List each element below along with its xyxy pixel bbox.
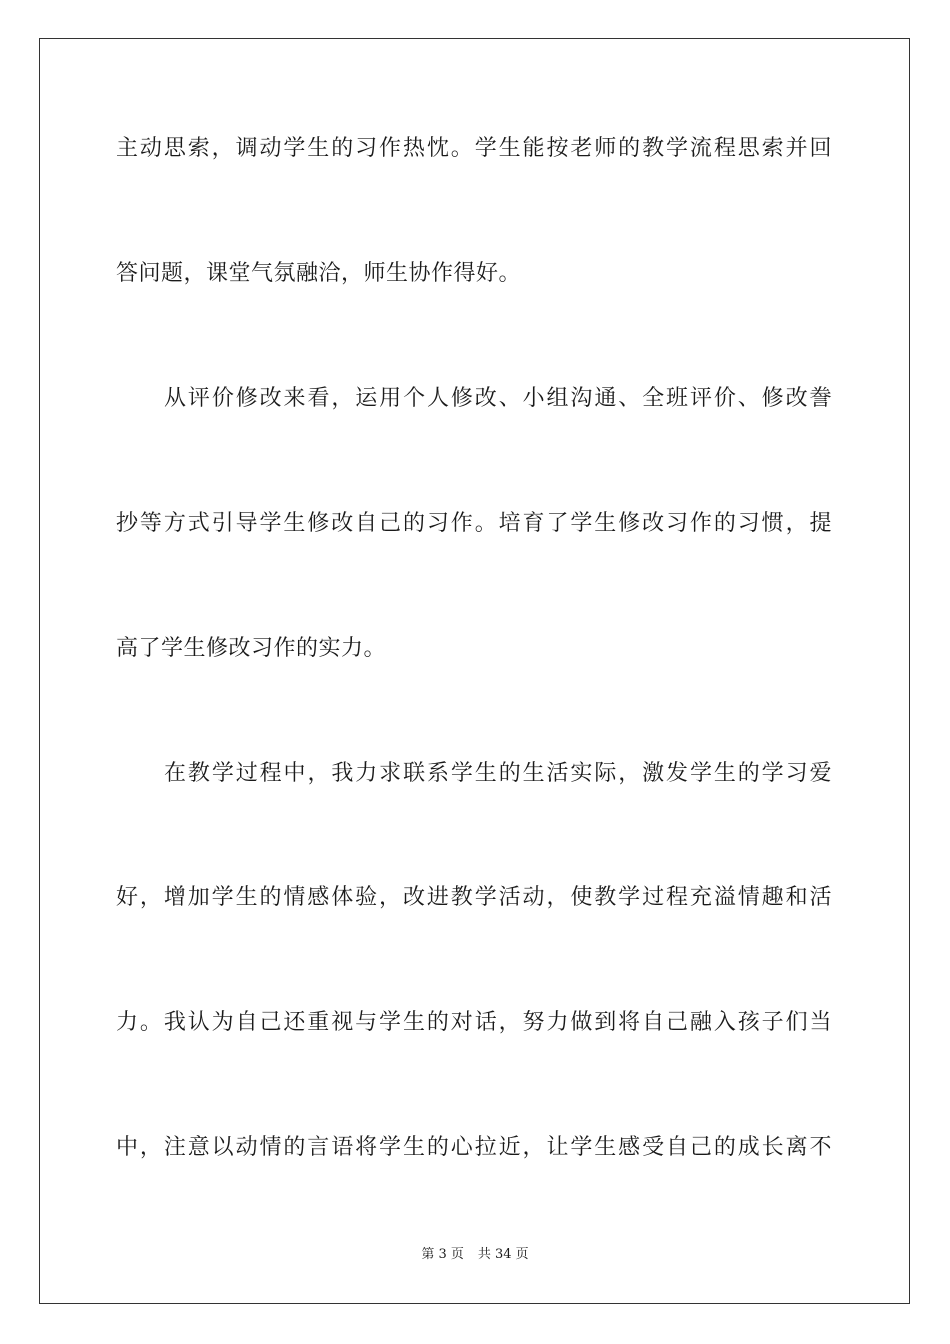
paragraph-2-line-3: 高了学生修改习作的实力。 [116, 636, 387, 661]
paragraph-2-line-2: 抄等方式引导学生修改自己的习作。培育了学生修改习作的习惯，提 [116, 511, 832, 536]
paragraph-2-line-1: 从评价修改来看，运用个人修改、小组沟通、全班评价、修改誊 [164, 386, 832, 411]
paragraph-3-line-1: 在教学过程中，我力求联系学生的生活实际，激发学生的学习爱 [164, 761, 832, 786]
paragraph-3-line-4: 中，注意以动情的言语将学生的心拉近，让学生感受自己的成长离不 [116, 1135, 832, 1160]
page-footer [0, 1246, 950, 1264]
paragraph-1-line-2: 答问题，课堂气氛融洽，师生协作得好。 [116, 261, 522, 286]
paragraph-3-line-3: 力。我认为自己还重视与学生的对话，努力做到将自己融入孩子们当 [116, 1010, 832, 1035]
page-number-current: 第 3 页 [421, 1247, 464, 1262]
paragraph-1-line-1: 主动思索，调动学生的习作热忱。学生能按老师的教学流程思索并回 [116, 136, 832, 161]
paragraph-3-line-2: 好，增加学生的情感体验，改进教学活动，使教学过程充溢情趣和活 [116, 885, 832, 910]
page-border [39, 38, 910, 1304]
page-number-total: 共 34 页 [477, 1247, 529, 1262]
